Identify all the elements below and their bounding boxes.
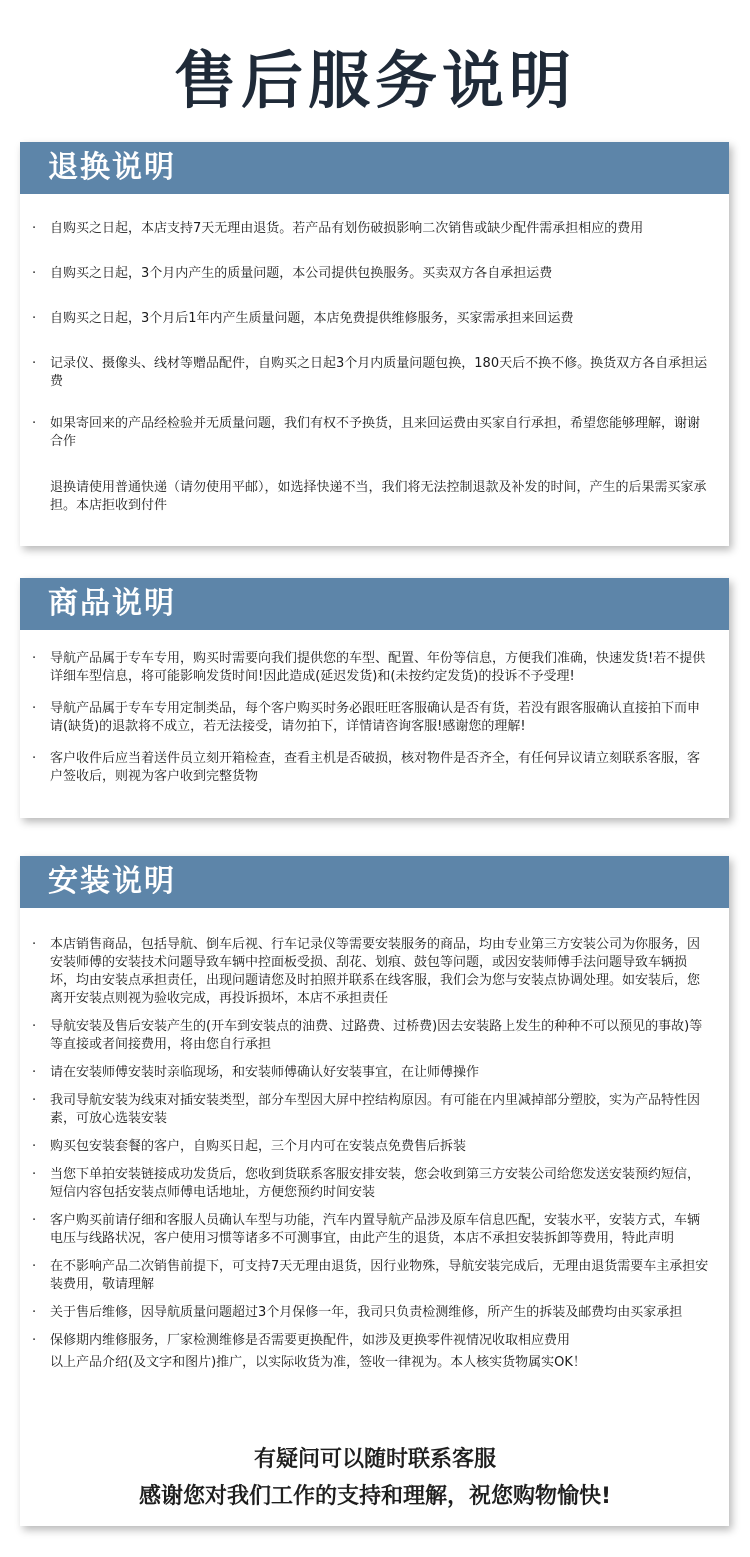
list-item: · 客户购买前请仔细和客服人员确认车型与功能，汽车内置导航产品涉及原车信息匹配，安装水平，安装方式，车辆电压与线路状况，客户使用习惯等诸多不可测事宜，由此产生的退货，本店不承担安装拆卸等费用，特此声明	[32, 1213, 701, 1246]
list-item: · 在不影响产品二次销售前提下，可支持7天无理由退货，因行业物殊，导航安装完成后，无理由退货需要车主承担安装费用，敬请理解	[32, 1259, 709, 1292]
list-item: · 导航产品属于专车专用，购买时需要向我们提供您的车型、配置、年份等信息，方便我们准确，快速发货!若不提供详细车型信息，将可能影响发货时间!因此造成(延迟发货)和(未按约定发货)的投诉不予受理!	[32, 651, 706, 684]
list-item: · 导航产品属于专车专用定制类品，每个客户购买时务必跟旺旺客服确认是否有货，若没有跟客服确认直接拍下而申请(缺货)的退款将不成立，若无法接受，请勿拍下，详情请咨询客服!感谢您的理解!	[32, 701, 701, 734]
installation-section-heading: 安装说明	[20, 856, 729, 908]
list-item: · 如果寄回来的产品经检验并无质量问题，我们有权不予换货，且来回运费由买家自行承担，希望您能够理解，谢谢合作	[32, 416, 701, 449]
list-item: · 当您下单拍安装链接成功发货后，您收到货联系客服安排安装，您会收到第三方安装公司给您发送安装预约短信，短信内容包括安装点师傅电话地址，方便您预约时间安装	[32, 1167, 701, 1200]
product-section-heading: 商品说明	[20, 578, 729, 630]
list-item: · 导航安装及售后安装产生的(开车到安装点的油费、过路费、过桥费)因去安装路上发生的种种不可以预见的事故)等等直接或者间接费用，将由您自行承担	[32, 1019, 703, 1052]
product-section	[20, 578, 729, 818]
list-item: · 自购买之日起，本店支持7天无理由退货。若产品有划伤破损影响二次销售或缺少配件需承担相应的费用	[32, 221, 644, 236]
list-item: 以上产品介绍(及文字和图片)推广，以实际收货为准，签收一律视为。本人核实货物属实OK！	[50, 1355, 586, 1370]
list-item: · 客户收件后应当着送件员立刻开箱检查，查看主机是否破损，核对物件是否齐全，有任何异议请立刻联系客服，客户签收后，则视为客户收到完整货物	[32, 751, 701, 784]
returns-section-heading: 退换说明	[20, 142, 729, 194]
installation-section	[20, 856, 729, 1526]
list-item: · 记录仪、摄像头、线材等赠品配件，自购买之日起3个月内质量问题包换，180天后不换不修。换货双方各自承担运费	[32, 356, 708, 389]
list-item: · 我司导航安装为线束对插安装类型，部分车型因大屏中控结构原因。有可能在内里减掉部分塑胶，实为产品特性因素，可放心选装安装	[32, 1093, 701, 1126]
returns-section	[20, 142, 729, 546]
closing-contact-line: 有疑问可以随时联系客服	[253, 1447, 496, 1472]
list-item: · 本店销售商品，包括导航、倒车后视、行车记录仪等需要安装服务的商品，均由专业第三方安装公司为你服务，因安装师傅的安装技术问题导致车辆中控面板受损、刮花、划痕、鼓包等问题，或因安装师傅手法问题导致车辆损坏，均由安装点承担责任，出现问题请您及时拍照并联系在线客服，我们会为您与安装点协调处理。如安装后，您离开安装点则视为验收完成，再投诉损坏，本店不承担责任	[32, 937, 701, 1006]
list-item: · 购买包安装套餐的客户，自购买日起，三个月内可在安装点免费售后拆装	[32, 1139, 467, 1154]
list-item: 退换请使用普通快递（请勿使用平邮），如选择快递不当，我们将无法控制退款及补发的时间，产生的后果需买家承担。本店拒收到付件	[50, 480, 707, 513]
list-item: · 自购买之日起，3个月后1年内产生质量问题，本店免费提供维修服务，买家需承担来回运费	[32, 311, 574, 326]
page-title: 售后服务说明	[173, 44, 576, 117]
closing-thanks-line: 感谢您对我们工作的支持和理解，祝您购物愉快!	[138, 1484, 612, 1509]
list-item: · 关于售后维修，因导航质量问题超过3个月保修一年，我司只负责检测维修，所产生的拆装及邮费均由买家承担	[32, 1305, 683, 1320]
list-item: · 自购买之日起，3个月内产生的质量问题，本公司提供包换服务。买卖双方各自承担运费	[32, 266, 553, 281]
list-item: · 请在安装师傅安装时亲临现场，和安装师傅确认好安装事宜，在让师傅操作	[32, 1065, 480, 1080]
list-item: · 保修期内维修服务，厂家检测维修是否需要更换配件，如涉及更换零件视情况收取相应费用	[32, 1333, 571, 1348]
